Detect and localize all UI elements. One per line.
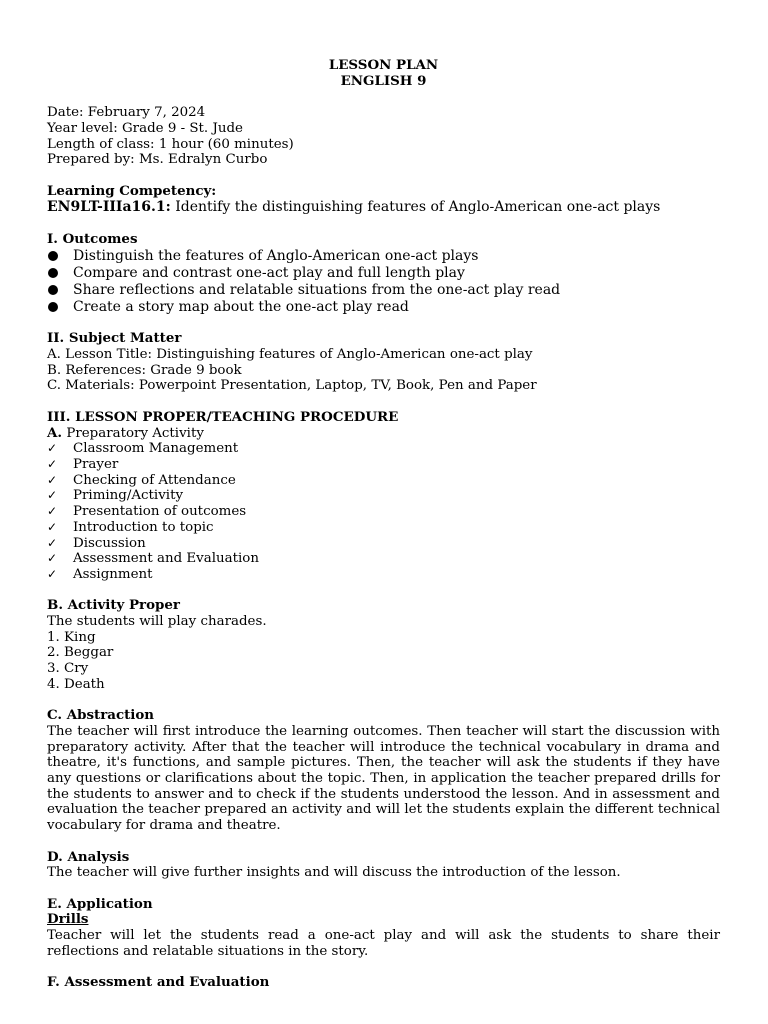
checkmark-icon: ✓: [47, 456, 58, 471]
preparatory-activity-label: [47, 426, 720, 442]
procedure-heading: III. LESSON PROPER/TEACHING PROCEDURE: [47, 408, 399, 425]
checklist-item: [47, 567, 720, 583]
list-item: 4. Death: [47, 676, 105, 692]
references-line: B. References: Grade 9 book: [47, 362, 242, 378]
section-label: Preparatory Activity: [62, 425, 204, 441]
checkmark-icon: ✓: [47, 472, 58, 487]
checklist-text: Discussion: [73, 535, 146, 551]
checkmark-icon: ✓: [47, 551, 58, 566]
activity-proper-heading: B. Activity Proper: [47, 597, 180, 614]
list-item: 3. Cry: [47, 661, 89, 677]
subject-matter-heading: II. Subject Matter: [47, 330, 182, 347]
preparatory-checklist: [47, 441, 720, 582]
document-subject: ENGLISH 9: [340, 72, 427, 89]
checkmark-icon: ✓: [47, 504, 58, 519]
checklist-text: Prayer: [73, 456, 119, 472]
checklist-item: [47, 473, 720, 489]
bullet-dot-icon: [48, 302, 58, 312]
checklist-item: [47, 441, 720, 457]
activity-intro: The students will play charades.: [47, 614, 267, 629]
checklist-item: [47, 457, 720, 473]
outcome-item: [47, 299, 720, 316]
checklist-item: [47, 488, 720, 504]
application-paragraph: Teacher will let the students read a one-act play and will ask the students to share their reflections and relatable situations in the story.: [47, 928, 720, 959]
lesson-title-line: A. Lesson Title: Distinguishing features of Anglo-American one-act play: [47, 347, 533, 363]
checkmark-icon: ✓: [47, 566, 58, 581]
competency-statement: [47, 199, 720, 216]
list-item: 1. King: [47, 629, 96, 645]
checklist-item: [47, 520, 720, 536]
outcome-text: Share reflections and relatable situations from the one-act play read: [73, 281, 561, 298]
competency-code: EN9LT-IIIa16.1:: [47, 199, 171, 216]
application-heading: E. Application: [47, 895, 153, 912]
outcome-text: Distinguish the features of Anglo-American one-act plays: [73, 247, 479, 264]
checklist-text: Priming/Activity: [73, 488, 184, 504]
checklist-item: [47, 536, 720, 552]
checkmark-icon: ✓: [47, 488, 58, 503]
outcome-item: [47, 265, 720, 282]
checklist-item: [47, 551, 720, 567]
analysis-heading: D. Analysis: [47, 848, 130, 865]
competency-heading: Learning Competency:: [47, 182, 217, 199]
section-letter: A.: [47, 424, 63, 441]
materials-line: C. Materials: Powerpoint Presentation, Laptop, TV, Book, Pen and Paper: [47, 378, 537, 394]
charades-list: [47, 630, 720, 693]
document-title: LESSON PLAN: [328, 57, 439, 73]
year-level-line: Year level: Grade 9 - St. Jude: [47, 120, 243, 136]
bullet-dot-icon: [48, 251, 58, 261]
checklist-text: Checking of Attendance: [73, 472, 236, 488]
bullet-dot-icon: [48, 285, 58, 295]
bullet-dot-icon: [48, 268, 58, 278]
abstraction-paragraph: The teacher will first introduce the learning outcomes. Then teacher will start the discussion with preparatory activity. After that the teacher will introduce the technical vocabulary in drama and theatre, it's functions, and sample pictures. Then, the teacher will ask the students if they have any questions or clarifications about the topic. Then, in application the teacher prepared drills for the students to answer and to check if the students understood the lesson. And in assessment and evaluation the teacher prepared an activity and will let the students explain the different technical vocabulary for drama and theatre.: [47, 723, 720, 834]
checklist-text: Presentation of outcomes: [73, 504, 247, 520]
outcome-text: Compare and contrast one-act play and full length play: [73, 264, 465, 281]
checklist-item: [47, 504, 720, 520]
outcome-item: [47, 282, 720, 299]
outcomes-list: [47, 248, 720, 316]
drills-subheading: Drills: [47, 911, 89, 928]
checkmark-icon: ✓: [47, 519, 58, 534]
checklist-text: Assessment and Evaluation: [73, 551, 259, 567]
prepared-by-line: Prepared by: Ms. Edralyn Curbo: [47, 152, 268, 168]
checkmark-icon: ✓: [47, 441, 58, 456]
abstraction-heading: C. Abstraction: [47, 707, 155, 724]
outcome-text: Create a story map about the one-act play read: [73, 298, 409, 315]
date-line: Date: February 7, 2024: [47, 105, 206, 121]
assessment-heading: F. Assessment and Evaluation: [47, 974, 270, 991]
class-length-line: Length of class: 1 hour (60 minutes): [47, 136, 294, 152]
checkmark-icon: ✓: [47, 535, 58, 550]
outcome-item: [47, 248, 720, 265]
outcomes-heading: I. Outcomes: [47, 230, 138, 247]
checklist-text: Introduction to topic: [73, 519, 214, 535]
analysis-text: The teacher will give further insights and will discuss the introduction of the lesson.: [47, 865, 621, 881]
competency-text: Identify the distinguishing features of Anglo-American one-act plays: [170, 199, 661, 216]
checklist-text: Assignment: [73, 566, 153, 582]
checklist-text: Classroom Management: [73, 441, 239, 457]
list-item: 2. Beggar: [47, 645, 114, 661]
